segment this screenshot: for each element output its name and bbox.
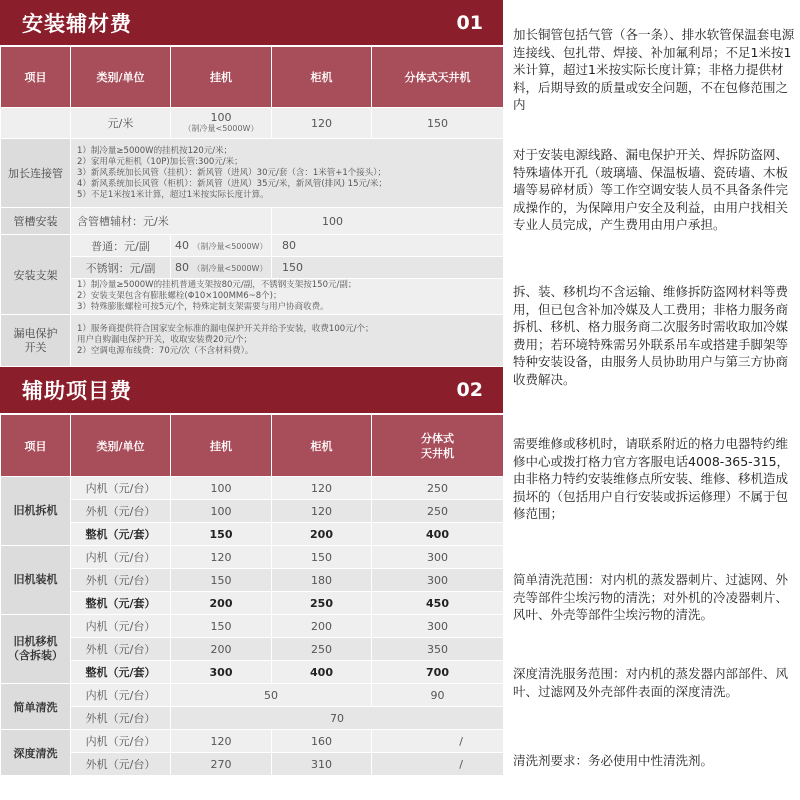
- cell-cabinet: 200: [272, 523, 372, 546]
- table-row: [1, 279, 504, 315]
- header-wall: 挂机: [171, 47, 272, 108]
- row-label-group: [1, 477, 71, 546]
- cell-unit: 外机（元/台）: [71, 569, 171, 592]
- section1-title: 安装辅材费: [22, 11, 132, 36]
- cell-unit: 内机（元/台）: [71, 615, 171, 638]
- cell-unit: 内机（元/台）: [71, 546, 171, 569]
- right-notes-panel: [503, 0, 800, 800]
- row-label-bracket: 安装支架: [1, 235, 71, 315]
- row-label-simple: 简单清洗: [1, 684, 71, 730]
- note-line: 2）家用单元柜机（10P)加长管:300元/米；: [77, 156, 243, 167]
- note-line: 4）新风系统加长风管（柜机）：新风管（进风）35元/米，新风管(排风) 15元/米；: [77, 178, 387, 189]
- header-ceiling: [372, 415, 504, 477]
- cell-wall: 100: [171, 477, 272, 500]
- table-header-row: [1, 415, 504, 477]
- cell-cabinet: 120: [272, 477, 372, 500]
- trough-value: 100: [272, 208, 504, 235]
- row-label-group: [1, 546, 71, 615]
- deep-in-wall: 120: [171, 730, 272, 753]
- table-row: [1, 208, 504, 235]
- table-cell: [171, 235, 272, 257]
- note-line: 3）新风系统加长风管（挂机）：新风管（进风）30元/套（含：1米管+1个接头）；: [77, 167, 387, 178]
- cell-unit: 外机（元/台）: [71, 500, 171, 523]
- header-item: 项目: [1, 415, 71, 477]
- deep-out-unit: 外机（元/台）: [71, 753, 171, 776]
- table-row: [1, 638, 504, 661]
- table-row: [1, 592, 504, 615]
- bracket-normal-wall: 40: [175, 239, 189, 252]
- cell-cabinet: 120: [272, 500, 372, 523]
- bracket-normal-note: （制冷量<5000W）: [192, 242, 268, 251]
- table-row: [1, 615, 504, 638]
- bracket-notes: [71, 279, 504, 315]
- deep-in-ceiling: /: [372, 730, 504, 753]
- cell-cabinet: 200: [272, 615, 372, 638]
- cell-cabinet: 250: [272, 638, 372, 661]
- note-paragraph: 深度清洗服务范围：对内机的蒸发器内部部件、风叶、过滤网及外壳部件表面的深度清洗。: [513, 666, 789, 699]
- table-row: [1, 139, 504, 208]
- section2-number: 02: [456, 379, 483, 401]
- group-label-line1: 旧机移机: [13, 635, 58, 648]
- header-ceiling-line1: 分体式: [421, 431, 454, 445]
- table-row: [1, 730, 504, 753]
- cell-unit: 整机（元/套）: [71, 523, 171, 546]
- bracket-steel-wall: 80: [175, 261, 189, 274]
- note-paragraph: 需要维修或移机时，请联系附近的格力电器特约维修中心或拨打格力官方客服电话4008-365-315，由非格力特约安装维修点所安装、维修、移机造成损坏的（包括用户自行安装或拆运修理）不属于包修范围；: [513, 436, 790, 522]
- header-wall: 挂机: [171, 415, 272, 477]
- cell-ceiling: 400: [372, 523, 504, 546]
- cell-unit: 整机（元/套）: [71, 661, 171, 684]
- table-row: [1, 523, 504, 546]
- header-item: 项目: [1, 47, 71, 108]
- extension-notes: [71, 139, 504, 208]
- cell-wall: 150: [171, 569, 272, 592]
- simple-in-value: 50: [171, 684, 372, 707]
- wall-note: （制冷量<5000W）: [183, 124, 259, 133]
- section1-number: 01: [456, 11, 483, 34]
- cell-ceiling: 300: [372, 546, 504, 569]
- note-line: 1）服务商提供符合国家安全标准的漏电保护开关并给予安装，收费100元/个；: [77, 324, 374, 334]
- cell-ceiling: 250: [372, 477, 504, 500]
- table-row: [1, 477, 504, 500]
- deep-in-cabinet: 160: [272, 730, 372, 753]
- table-header-row: [1, 47, 504, 108]
- header-ceiling-line2: 天井机: [421, 446, 454, 460]
- table-row: [1, 235, 504, 257]
- deep-in-unit: 内机（元/台）: [71, 730, 171, 753]
- wall-value: 100: [210, 111, 232, 124]
- cell-wall: 200: [171, 638, 272, 661]
- note-line: 3）特殊膨胀螺栓可按5元/个，特殊定制支架需要与用户协商收费。: [77, 302, 329, 312]
- table-cell: [171, 108, 272, 139]
- table-cell: 150: [372, 108, 504, 139]
- cell-ceiling: 300: [372, 569, 504, 592]
- leakage-notes: [71, 315, 504, 367]
- table-row: [1, 546, 504, 569]
- table-row: [1, 707, 504, 730]
- row-label-extension: 加长连接管: [1, 139, 71, 208]
- table-cell: [1, 108, 71, 139]
- cell-wall: 200: [171, 592, 272, 615]
- header-ceiling: 分体式天井机: [372, 47, 504, 108]
- note-paragraph: 简单清洗范围：对内机的蒸发器刺片、过滤网、外壳等部件尘埃污物的清洗；对外机的冷凌器刺片、风叶、外壳等部件尘埃污物的清洗。: [513, 572, 789, 623]
- table-row: [1, 108, 504, 139]
- section2-banner: [0, 367, 503, 413]
- deep-out-cabinet: 310: [272, 753, 372, 776]
- auxiliary-table: [0, 414, 503, 776]
- note-paragraph: 清洗剂要求：务必使用中性清洗剂。: [513, 753, 714, 768]
- cell-cabinet: 250: [272, 592, 372, 615]
- group-label-line1: 旧机装机: [13, 573, 58, 586]
- cell-ceiling: 450: [372, 592, 504, 615]
- cell-wall: 120: [171, 546, 272, 569]
- cell-cabinet: 400: [272, 661, 372, 684]
- bracket-steel-value: 150: [272, 257, 504, 279]
- cell-unit: 整机（元/套）: [71, 592, 171, 615]
- cell-wall: 150: [171, 615, 272, 638]
- bracket-steel-note: （制冷量<5000W）: [192, 264, 268, 273]
- header-unit: 类别/单位: [71, 415, 171, 477]
- note-paragraph: 加长铜管包括气管（各一条）、排水软管保温套电源连接线、包扎带、焊接、补加氟利昂；不足1米按1米计算，超过1米按实际长度计算；非格力提供材料，后期导致的质量或安全问题，不在包修范围之内: [513, 27, 795, 113]
- install-materials-table: [0, 46, 503, 367]
- row-label-group: [1, 615, 71, 684]
- note-line: 用户自购漏电保护开关，收取安装费20元/个；: [77, 335, 253, 345]
- section2-title: 辅助项目费: [22, 379, 132, 403]
- table-cell: 120: [272, 108, 372, 139]
- note-line: 2）空调电源布线费：70元/次（不含材料费）。: [77, 346, 254, 356]
- header-cabinet: 柜机: [272, 47, 372, 108]
- table-cell: 元/米: [71, 108, 171, 139]
- note-paragraph: 拆、装、移机均不含运输、维修拆防盗网材料等费用，但已包含补加冷媒及人工费用；非格力服务商拆机、移机、格力服务商二次服务时需收取加冷媒费用；若环境特殊需另外联系吊车或搭建手脚架等特种安装设备，由服务人员协助用户与第三方协商收费解决。: [513, 284, 789, 387]
- table-row: [1, 257, 504, 279]
- simple-in-unit: 内机（元/台）: [71, 684, 171, 707]
- cell-cabinet: 150: [272, 546, 372, 569]
- note-line: 1）制冷量≥5000W的挂机普通支架按80元/副，不锈钢支架按150元/副；: [77, 280, 357, 290]
- table-row: [1, 661, 504, 684]
- table-row: [1, 684, 504, 707]
- cell-unit: 内机（元/台）: [71, 477, 171, 500]
- table-row: [1, 753, 504, 776]
- cell-ceiling: 300: [372, 615, 504, 638]
- leakage-label-line2: 开关: [24, 340, 47, 354]
- note-line: 5）不足1米按1米计算，超过1米按实际长度计算。: [77, 189, 269, 200]
- simple-out-value: 70: [171, 707, 504, 730]
- deep-out-wall: 270: [171, 753, 272, 776]
- cell-wall: 300: [171, 661, 272, 684]
- trough-unit: 含管槽辅材：元/米: [71, 208, 272, 235]
- cell-unit: 外机（元/台）: [71, 638, 171, 661]
- table-cell: [171, 257, 272, 279]
- cell-ceiling: 250: [372, 500, 504, 523]
- bracket-normal-value: 80: [272, 235, 504, 257]
- cell-ceiling: 700: [372, 661, 504, 684]
- row-label-leakage: [1, 315, 71, 367]
- header-cabinet: 柜机: [272, 415, 372, 477]
- cell-ceiling: 350: [372, 638, 504, 661]
- group-label-line2: （含拆装）: [8, 649, 63, 662]
- leakage-label-line1: 漏电保护: [13, 326, 58, 340]
- table-row: [1, 500, 504, 523]
- aux-groups: [1, 477, 504, 684]
- group-label-line1: 旧机拆机: [13, 504, 58, 517]
- cell-cabinet: 180: [272, 569, 372, 592]
- header-unit: 类别/单位: [71, 47, 171, 108]
- note-line: 1）制冷量≥5000W的挂机按120元/米；: [77, 145, 233, 156]
- simple-in-ceiling: 90: [372, 684, 504, 707]
- table-row: [1, 569, 504, 592]
- table-row: [1, 315, 504, 367]
- section1-banner: [0, 0, 503, 45]
- row-label-trough: 管槽安装: [1, 208, 71, 235]
- cell-wall: 100: [171, 500, 272, 523]
- bracket-steel-unit: 不锈钢：元/副: [71, 257, 171, 279]
- cell-wall: 150: [171, 523, 272, 546]
- note-line: 2）安装支架包含有膨胀螺栓(Φ10×100MM6~8个)；: [77, 291, 282, 301]
- bracket-normal-unit: 普通：元/副: [71, 235, 171, 257]
- row-label-deep: 深度清洗: [1, 730, 71, 776]
- simple-out-unit: 外机（元/台）: [71, 707, 171, 730]
- note-paragraph: 对于安装电源线路、漏电保护开关、焊拆防盗网、特殊墙体开孔（玻璃墙、保温板墙、瓷砖墙、木板墙等易碎材质）等工作空调安装人员不具备条件完成操作的，为保障用户安全及利益，由用户找相关专业人员完成，产生费用由用户承担。: [513, 147, 789, 233]
- deep-out-ceiling: /: [372, 753, 504, 776]
